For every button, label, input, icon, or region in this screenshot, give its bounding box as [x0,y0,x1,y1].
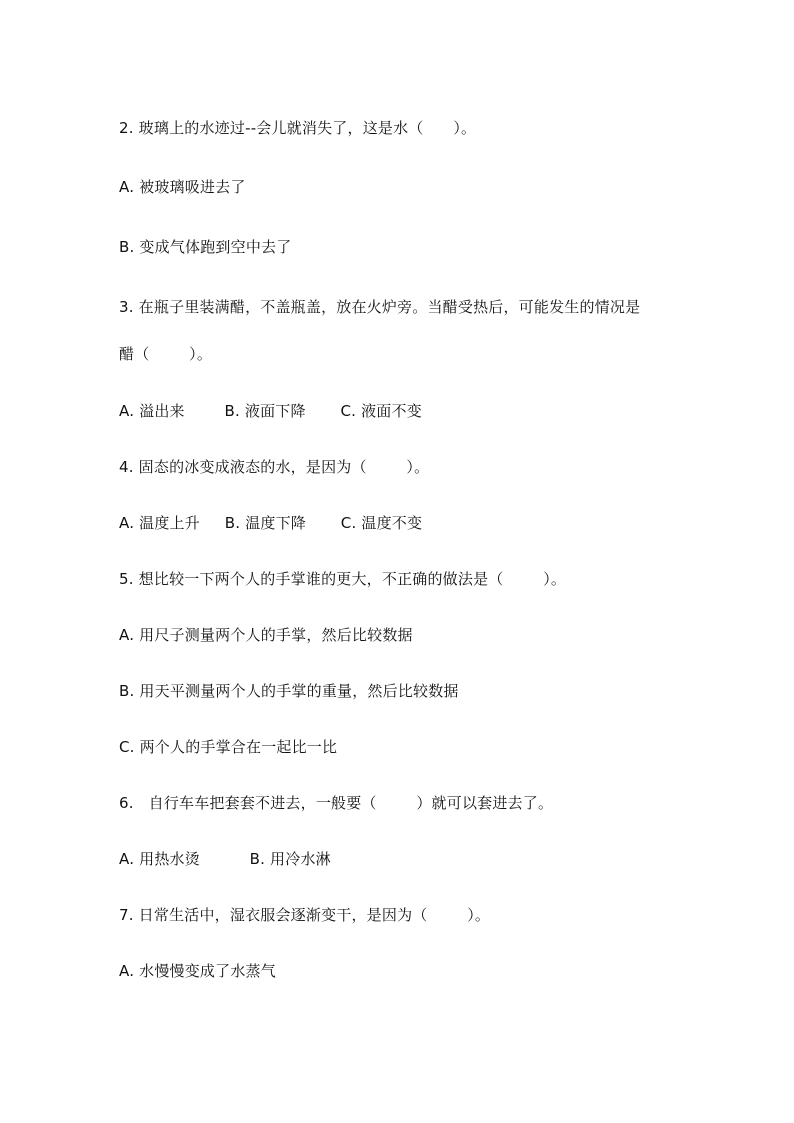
question-3-stem-continued: 醋（ ）。 [119,345,213,363]
question-6-stem: 6. 自行车车把套套不进去，一般要（ ）就可以套进去了。 [119,794,554,812]
question-5-stem: 5. 想比较一下两个人的手掌谁的更大，不正确的做法是（ ）。 [119,570,567,588]
question-7-stem: 7. 日常生活中，湿衣服会逐渐变干，是因为（ ）。 [119,906,491,924]
question-6-options: A. 用热水烫 B. 用冷水淋 [119,850,331,868]
question-2-option-a: A. 被玻璃吸进去了 [119,178,246,196]
question-5-option-c: C. 两个人的手掌合在一起比一比 [119,738,338,756]
question-4-stem: 4. 固态的冰变成液态的水，是因为（ ）。 [119,458,430,476]
question-3-options: A. 溢出来 B. 液面下降 C. 液面不变 [119,402,422,420]
question-2-stem: 2. 玻璃上的水迹过--会儿就消失了，这是水（ ）。 [119,119,477,137]
question-5-option-a: A. 用尺子测量两个人的手掌，然后比较数据 [119,626,413,644]
question-2-option-b: B. 变成气体跑到空中去了 [119,238,292,256]
question-3-stem: 3. 在瓶子里装满醋，不盖瓶盖，放在火炉旁。当醋受热后，可能发生的情况是 [119,298,641,316]
question-7-option-a: A. 水慢慢变成了水蒸气 [119,962,276,980]
question-5-option-b: B. 用天平测量两个人的手掌的重量，然后比较数据 [119,682,459,700]
question-4-options: A. 温度上升 B. 温度下降 C. 温度不变 [119,514,423,532]
